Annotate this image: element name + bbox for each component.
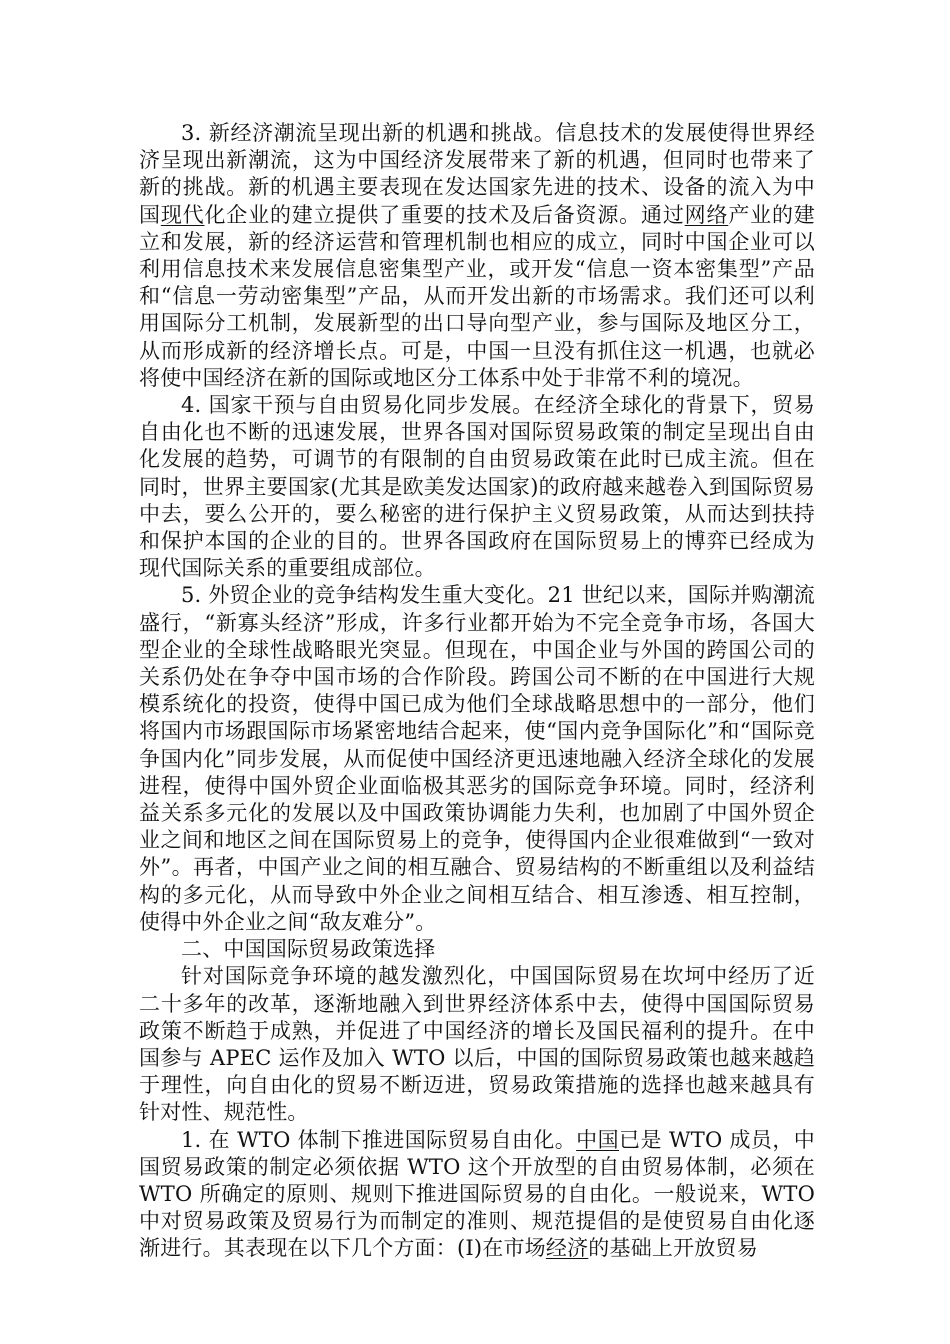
heading-text: 二、中国国际贸易政策选择	[181, 937, 436, 962]
section-heading	[139, 936, 815, 963]
paragraph-text: 4. 国家干预与自由贸易化同步发展。在经济全球化的背景下，贸易自由化也不断的迅速发展，世界各国对国际贸易政策的制定呈现出自由化发展的趋势，可调节的有限制的自由贸易政策在此时已成主流。但在同时，世界主要国家(尤其是欧美发达国家)的政府越来越卷入到国际贸易中去，要么公开的，要么秘密的进行保护主义贸易政策，从而达到扶持和保护本国的企业的目的。世界各国政府在国际贸易上的博弈已经成为现代国际关系的重要组成部位。	[139, 393, 815, 581]
paragraph-text: 5. 外贸企业的竞争结构发生重大变化。21 世纪以来，国际并购潮流盛行，“新寡头经济”形成，许多行业都开始为不完全竞争市场，各国大型企业的全球性战略眼光突显。但现在，中国企业与外国的跨国公司的关系仍处在争夺中国市场的合作阶段。跨国公司不断的在中国进行大规模系统化的投资，使得中国已成为他们全球战略思想中的一部分，他们将国内市场跟国际市场紧密地结合起来，使“国内竞争国际化”和“国际竞争国内化”同步发展，从而促使中国经济更迅速地融入经济全球化的发展进程，使得中国外贸企业面临极其恶劣的国际竞争环境。同时，经济利益关系多元化的发展以及中国政策协调能力失利，也加剧了中国外贸企业之间和地区之间在国际贸易上的竞争，使得国内企业很难做到“一致对外”。再者，中国产业之间的相互融合、贸易结构的不断重组以及利益结构的多元化，从而导致中外企业之间相互结合、相互渗透、相互控制，使得中外企业之间“敌友难分”。	[139, 583, 815, 934]
paragraph-text: 化企业的建立提供了重要的技术及后备资源。通过	[204, 202, 685, 227]
hyperlink-xiandai[interactable]: 现代	[160, 202, 205, 227]
paragraph-text: 产业的建立和发展，新的经济运营和管理机制也相应的成立，同时中国企业可以利用信息技术来发展信息密集型产业，或开发“信息一资本密集型”产品和“信息一劳动密集型”产品，从而开发出新的市场需求。我们还可以利用国际分工机制，发展新型的出口导向型产业，参与国际及地区分工，从而形成新的经济增长点。可是，中国一旦没有抓住这一机遇，也就必将使中国经济在新的国际或地区分工体系中处于非常不利的境况。	[139, 202, 815, 390]
paragraph-text: 针对国际竞争环境的越发激烈化，中国国际贸易在坎坷中经历了近二十多年的改革，逐渐地融入到世界经济体系中去，使得中国国际贸易政策不断趋于成熟，并促进了中国经济的增长及国民福利的提升。在中国参与 APEC 运作及加入 WTO 以后，中国的国际贸易政策也越来越趋于理性，向自由化的贸易不断迈进，贸易政策措施的选择也越来越具有针对性、规范性。	[139, 964, 815, 1125]
hyperlink-jingji[interactable]: 经济	[545, 1236, 589, 1261]
hyperlink-zhongguo[interactable]: 中国	[576, 1127, 620, 1152]
paragraph-3	[139, 120, 815, 392]
paragraph-7	[139, 1127, 815, 1263]
paragraph-5	[139, 582, 815, 936]
paragraph-text: 1. 在 WTO 体制下推进国际贸易自由化。	[181, 1127, 577, 1152]
hyperlink-wangluo[interactable]: 网络	[684, 202, 729, 227]
paragraph-4	[139, 392, 815, 582]
paragraph-text: 的基础上开放贸易	[588, 1236, 758, 1261]
document-body	[139, 120, 815, 1263]
paragraph-6	[139, 963, 815, 1126]
paragraph-text: 已是 WTO 成员，中国贸易政策的制定必须依据 WTO 这个开放型的自由贸易体制，必须在 WTO 所确定的原则、规则下推进国际贸易的自由化。一般说来，WTO 中对贸易政策及贸易行为而制定的准则、规范提倡的是使贸易自由化逐渐进行。其表现在以下几个方面：(I)在市场	[139, 1127, 815, 1261]
paragraph-text: 3. 新经济潮流呈现出新的机遇和挑战。信息技术的发展使得世界经济呈现出新潮流，这为中国经济发展带来了新的机遇，但同时也带来了新的挑战。新的机遇主要表现在发达国家先进的技术、设备的流入为中国	[139, 121, 815, 227]
